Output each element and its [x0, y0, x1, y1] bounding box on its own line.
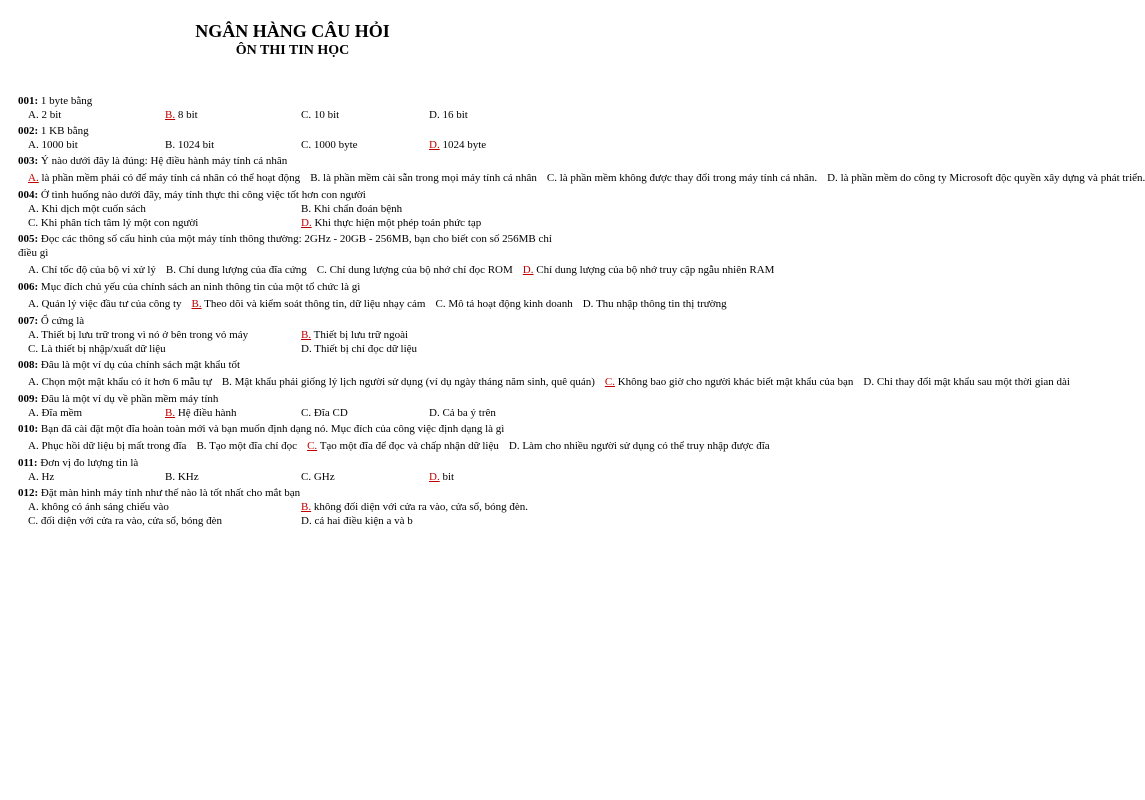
- option-text: Phục hồi dữ liệu bị mất trong đĩa: [38, 440, 187, 452]
- question-stem: [18, 280, 567, 294]
- option-letter: C.: [28, 343, 39, 355]
- option-letter: D.: [301, 515, 312, 527]
- question-6: [18, 280, 727, 312]
- answer-option: [18, 440, 186, 452]
- correct-answer-letter: B.: [301, 501, 312, 513]
- answer-option: [18, 470, 155, 484]
- question-stem: [18, 232, 567, 260]
- answer-option: [155, 406, 291, 420]
- question-text: Đâu là một ví dụ về phần mềm máy tính: [38, 393, 219, 405]
- answer-option: [18, 202, 291, 216]
- answer-option: [297, 440, 499, 452]
- question-number: 003:: [18, 155, 39, 167]
- question-text: 1 byte bằng: [38, 95, 93, 107]
- question-number: 011:: [18, 457, 38, 469]
- correct-answer-letter: D.: [301, 217, 312, 229]
- question-number: 006:: [18, 281, 39, 293]
- answer-option: [817, 172, 1145, 184]
- option-letter: B.: [196, 440, 207, 452]
- option-text: Thiết bị chỉ đọc dữ liệu: [311, 343, 418, 355]
- answer-option: [291, 202, 566, 216]
- question-text: Đặt màn hình máy tính như thế nào là tốt nhất cho mắt bạn: [38, 487, 301, 499]
- answer-option: [291, 138, 419, 152]
- option-text: bit: [439, 471, 455, 483]
- question-3: [18, 154, 1145, 186]
- page-subtitle: ÔN THI TIN HỌC: [235, 43, 350, 58]
- option-letter: B.: [310, 172, 321, 184]
- answer-option: [18, 298, 182, 310]
- correct-answer-letter: B.: [165, 109, 176, 121]
- option-text: Chỉ dung lượng của bộ nhớ truy cập ngẫu nhiên RAM: [533, 264, 775, 276]
- option-text: 1000 bit: [38, 139, 78, 151]
- correct-answer-letter: C.: [307, 440, 318, 452]
- question-2: [18, 124, 567, 152]
- question-12: [18, 486, 567, 528]
- answer-option: [18, 328, 291, 342]
- answer-option: [18, 216, 291, 230]
- question-text: Đơn vị đo lượng tin là: [37, 457, 139, 469]
- answer-option: [291, 500, 566, 514]
- option-letter: C.: [301, 139, 312, 151]
- answer-option: [419, 138, 566, 152]
- option-text: Tạo một đĩa để đọc và chấp nhận dữ liệu: [317, 440, 499, 452]
- answer-option: [18, 138, 155, 152]
- option-letter: C.: [301, 109, 312, 121]
- answer-option: [426, 298, 573, 310]
- option-text: 10 bit: [311, 109, 340, 121]
- answer-option: [155, 138, 291, 152]
- option-row: [18, 328, 567, 342]
- option-letter: B.: [221, 376, 232, 388]
- question-9: [18, 392, 567, 420]
- answer-option: [18, 172, 300, 184]
- option-letter: D.: [429, 109, 440, 121]
- question-stem: [18, 314, 567, 328]
- option-text: Làm cho nhiều người sử dụng có thể truy nhập được đĩa: [519, 440, 770, 452]
- option-letter: A.: [28, 376, 39, 388]
- option-letter: A.: [28, 109, 39, 121]
- option-row: [18, 216, 567, 230]
- answer-option: [291, 470, 419, 484]
- question-stem: [18, 358, 567, 372]
- option-text: Thiết bị lưu trữ ngoài: [311, 329, 409, 341]
- answer-option: [291, 108, 419, 122]
- correct-answer-letter: D.: [522, 264, 534, 276]
- answer-option: [291, 216, 566, 230]
- question-number: 007:: [18, 315, 39, 327]
- answer-option: [156, 264, 307, 276]
- option-letter: A.: [28, 203, 39, 215]
- option-text: Không bao giờ cho người khác biết mật khẩu của bạn: [614, 376, 854, 388]
- answer-option: [18, 264, 156, 276]
- question-number: 008:: [18, 359, 39, 371]
- answer-option: [419, 108, 566, 122]
- correct-answer-letter: B.: [191, 298, 202, 310]
- option-text: Tạo một đĩa chỉ đọc: [206, 440, 298, 452]
- option-letter: B.: [165, 264, 176, 276]
- question-1: [18, 94, 567, 122]
- question-text: Mục đích chủ yếu của chính sách an ninh thông tin của một tổ chức là gì: [38, 281, 361, 293]
- option-letter: A.: [28, 264, 39, 276]
- option-text: là phần mềm do công ty Microsoft độc quyền xây dựng và phát triển.: [837, 172, 1145, 184]
- question-5: [18, 232, 775, 278]
- question-10: [18, 422, 770, 454]
- option-text: Theo dõi và kiểm soát thông tin, dữ liệu nhạy cảm: [201, 298, 426, 310]
- option-text: Mô tả hoạt động kinh doanh: [445, 298, 573, 310]
- option-row: [18, 138, 567, 152]
- option-text: là phần mềm phải có để máy tính cá nhân có thể hoạt động: [38, 172, 301, 184]
- option-letter: B.: [301, 203, 312, 215]
- option-text: GHz: [311, 471, 335, 483]
- question-number: 002:: [18, 125, 39, 137]
- option-text: Là thiết bị nhập/xuất dữ liệu: [38, 343, 166, 355]
- option-letter: C.: [301, 471, 312, 483]
- option-row: [18, 342, 567, 356]
- page-title: NGÂN HÀNG CÂU HỎI: [195, 21, 390, 41]
- option-letter: C.: [435, 298, 446, 310]
- question-stem: [18, 486, 567, 500]
- option-letter: D.: [429, 407, 440, 419]
- option-text: Quản lý việc đầu tư của công ty: [38, 298, 182, 310]
- option-text: đối diện với cửa ra vào, cửa sổ, bóng đèn: [38, 515, 223, 527]
- answer-option: [537, 172, 817, 184]
- option-text: Khi dịch một cuốn sách: [38, 203, 146, 215]
- option-text: KHz: [175, 471, 199, 483]
- answer-option: [18, 406, 155, 420]
- question-text: Đọc các thông số cấu hình của một máy tính thông thường: 2GHz - 20GB - 256MB, bạn cho biết con số 256MB chỉ điều gì: [18, 233, 552, 259]
- answer-option: [18, 342, 291, 356]
- option-text: Cả ba ý trên: [439, 407, 496, 419]
- option-letter: A.: [28, 471, 39, 483]
- answer-option: [595, 376, 854, 388]
- answer-option: [186, 440, 297, 452]
- answer-option: [291, 406, 419, 420]
- question-text: Đâu là một ví dụ của chính sách mật khẩu tốt: [38, 359, 241, 371]
- option-row: [18, 406, 567, 420]
- question-text: Ở tình huống nào dưới đây, máy tính thực thi công việc tốt hơn con người: [38, 189, 366, 201]
- question-text: 1 KB bằng: [38, 125, 89, 137]
- option-text: Chỉ dung lượng của bộ nhớ chỉ đọc ROM: [326, 264, 513, 276]
- option-row: [18, 470, 567, 484]
- answer-option: [155, 108, 291, 122]
- option-row: [18, 514, 567, 528]
- question-4: [18, 188, 567, 230]
- option-text: Thu nhập thông tin thị trường: [593, 298, 727, 310]
- option-text: Đĩa mềm: [38, 407, 83, 419]
- option-text: là phần mềm không được thay đổi trong máy tính cá nhân.: [556, 172, 818, 184]
- question-number: 001:: [18, 95, 39, 107]
- option-text: Chỉ tốc độ của bộ vi xử lý: [38, 264, 156, 276]
- option-text: Khi phân tích tâm lý một con người: [38, 217, 199, 229]
- question-7: [18, 314, 567, 356]
- option-letter: D.: [301, 343, 312, 355]
- option-letter: A.: [28, 407, 39, 419]
- option-text: Thiết bị lưu trữ trong vì nó ở bên trong vỏ máy: [38, 329, 249, 341]
- option-letter: C.: [28, 217, 39, 229]
- option-text: 1024 byte: [439, 139, 487, 151]
- option-text: Mật khẩu phải giống lý lịch người sử dụng (ví dụ ngày tháng năm sinh, quê quán): [231, 376, 595, 388]
- answer-option: [18, 108, 155, 122]
- answer-option: [18, 514, 291, 528]
- option-letter: D.: [827, 172, 838, 184]
- correct-answer-letter: B.: [165, 407, 176, 419]
- option-letter: A.: [28, 501, 39, 513]
- option-text: Khi thực hiện một phép toán phức tạp: [311, 217, 482, 229]
- option-row: [18, 108, 567, 122]
- option-text: Khi chẩn đoán bệnh: [311, 203, 403, 215]
- option-letter: C.: [28, 515, 39, 527]
- answer-option: [291, 328, 566, 342]
- answer-option: [853, 376, 1070, 388]
- question-stem: [18, 154, 567, 168]
- answer-option: [212, 376, 595, 388]
- question-text: Bạn đã cài đặt một đĩa hoàn toàn mới và bạn muốn định dạng nó. Mục đích của công việc định dạng là gì: [38, 423, 505, 435]
- option-text: Hz: [38, 471, 55, 483]
- correct-answer-letter: A.: [28, 172, 39, 184]
- question-text: Ý nào dưới đây là đúng: Hệ điều hành máy tính cá nhân: [38, 155, 288, 167]
- answer-option: [300, 172, 537, 184]
- option-letter: C.: [316, 264, 327, 276]
- option-letter: D.: [508, 440, 520, 452]
- option-text: 1024 bit: [175, 139, 215, 151]
- option-letter: B.: [165, 139, 176, 151]
- question-number: 010:: [18, 423, 39, 435]
- option-letter: C.: [301, 407, 312, 419]
- option-letter: A.: [28, 329, 39, 341]
- correct-answer-letter: C.: [604, 376, 615, 388]
- option-letter: D.: [863, 376, 875, 388]
- option-text: không đối diện với cửa ra vào, cửa sổ, bóng đèn.: [311, 501, 529, 513]
- option-text: 1000 byte: [311, 139, 358, 151]
- question-stem: [18, 188, 567, 202]
- question-11: [18, 456, 567, 484]
- question-number: 005:: [18, 233, 39, 245]
- question-text: Ổ cứng là: [38, 315, 85, 327]
- question-stem: [18, 94, 567, 108]
- option-text: Đĩa CD: [311, 407, 348, 419]
- answer-option: [291, 514, 566, 528]
- option-letter: A.: [28, 440, 39, 452]
- answer-option: [155, 470, 291, 484]
- question-stem: [18, 392, 567, 406]
- answer-option: [419, 406, 566, 420]
- option-text: Chỉ dung lượng của đĩa cứng: [175, 264, 307, 276]
- option-text: không có ánh sáng chiếu vào: [38, 501, 169, 513]
- question-number: 009:: [18, 393, 39, 405]
- option-text: Chỉ thay đổi mật khẩu sau một thời gian dài: [874, 376, 1070, 388]
- correct-answer-letter: D.: [429, 139, 440, 151]
- option-text: Chọn một mật khẩu có ít hơn 6 mẫu tự: [38, 376, 212, 388]
- question-stem: [18, 422, 567, 436]
- option-text: 16 bit: [439, 109, 468, 121]
- correct-answer-letter: D.: [429, 471, 440, 483]
- answer-option: [291, 342, 566, 356]
- option-text: là phần mềm cài sẵn trong mọi máy tính cá nhân: [320, 172, 537, 184]
- question-list: [18, 94, 1145, 528]
- option-row: [18, 500, 567, 514]
- option-letter: A.: [28, 298, 39, 310]
- option-letter: B.: [165, 471, 176, 483]
- answer-option: [419, 470, 566, 484]
- option-letter: D.: [582, 298, 594, 310]
- option-text: Hệ điều hành: [175, 407, 237, 419]
- question-stem: [18, 124, 567, 138]
- question-number: 004:: [18, 189, 39, 201]
- answer-option: [573, 298, 727, 310]
- question-8: [18, 358, 1070, 390]
- question-number: 012:: [18, 487, 39, 499]
- answer-option: [18, 500, 291, 514]
- answer-option: [499, 440, 770, 452]
- correct-answer-letter: B.: [301, 329, 312, 341]
- answer-option: [18, 376, 212, 388]
- option-text: 8 bit: [175, 109, 198, 121]
- answer-option: [513, 264, 775, 276]
- option-letter: C.: [546, 172, 557, 184]
- option-letter: A.: [28, 139, 39, 151]
- option-row: [18, 202, 567, 216]
- option-text: 2 bit: [38, 109, 62, 121]
- option-text: cả hai điều kiện a và b: [311, 515, 413, 527]
- question-stem: [18, 456, 567, 470]
- answer-option: [307, 264, 513, 276]
- answer-option: [182, 298, 426, 310]
